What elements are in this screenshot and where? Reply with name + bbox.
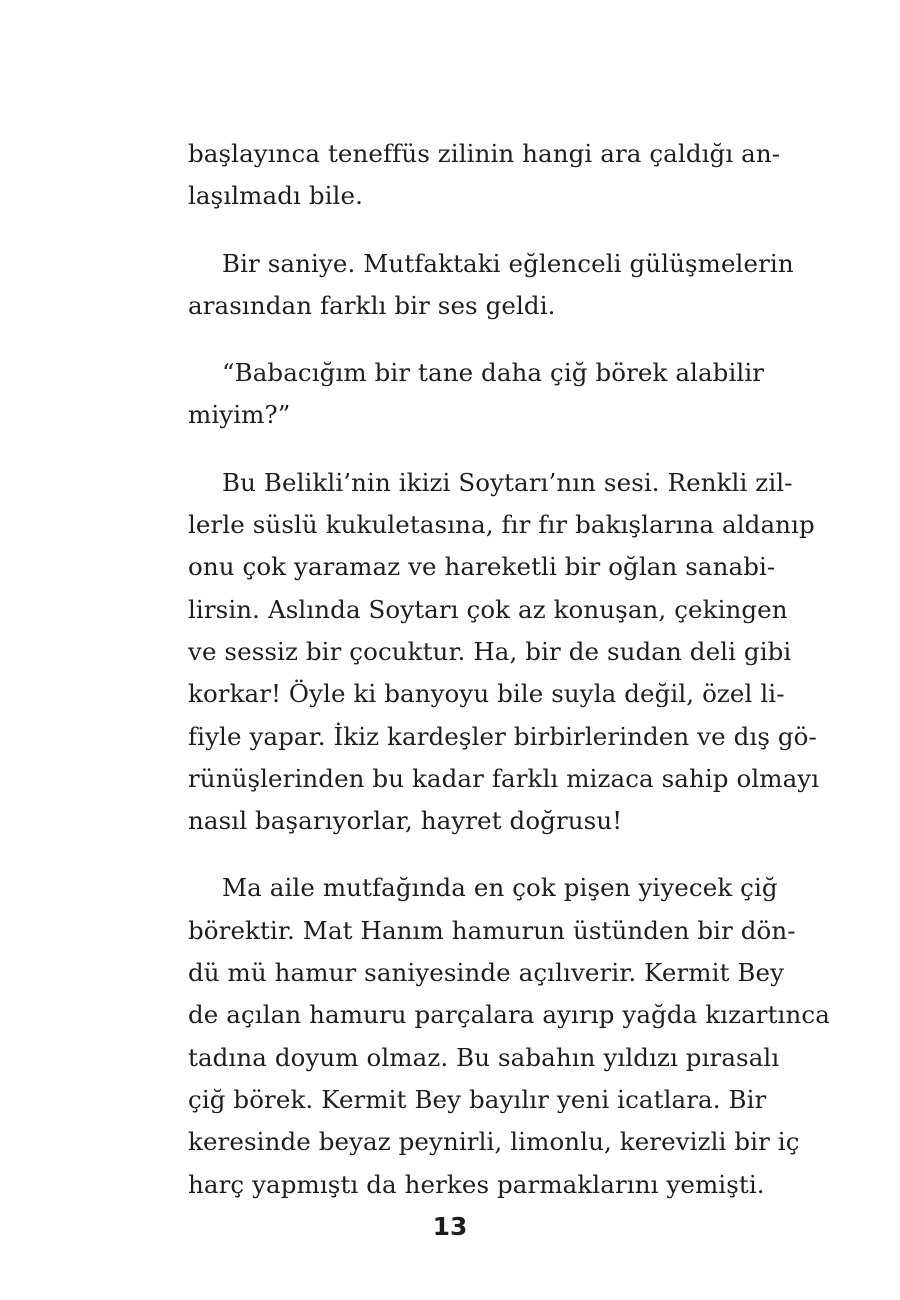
- paragraph-gap: [188, 327, 734, 352]
- text-line: fiyle yapar. İkiz kardeşler birbirlerinden ve dış gö-: [188, 721, 817, 751]
- text-line: “Babacığım bir tane daha çiğ börek alabilir: [222, 358, 765, 388]
- paragraph: [188, 243, 794, 328]
- text-line: çiğ börek. Kermit Bey bayılır yeni icatlara. Bir: [188, 1084, 767, 1114]
- text-line: Bu Belikli’nin ikizi Soytarı’nın sesi. Renkli zil-: [222, 467, 793, 497]
- text-line: keresinde beyaz peynirli, limonlu, kerevizli bir iç: [188, 1127, 800, 1157]
- page-number: 13: [432, 1212, 468, 1241]
- text-line: nasıl başarıyorlar, hayret doğrusu!: [188, 806, 623, 836]
- paragraph: [188, 867, 830, 1205]
- paragraph: [188, 462, 820, 843]
- text-line: onu çok yaramaz ve hareketli bir oğlan sanabi-: [188, 552, 776, 582]
- text-line: arasından farklı bir ses geldi.: [188, 290, 556, 320]
- text-line: tadına doyum olmaz. Bu sabahın yıldızı pırasalı: [188, 1042, 780, 1072]
- paragraph-gap: [188, 842, 734, 867]
- text-line: rünüşlerinden bu kadar farklı mizaca sahip olmayı: [188, 763, 820, 793]
- text-line: başlayınca teneffüs zilinin hangi ara çaldığı an-: [188, 139, 781, 168]
- text-line: dü mü hamur saniyesinde açılıverir. Kermit Bey: [188, 958, 785, 988]
- paragraph-gap: [188, 437, 734, 462]
- body-text: [188, 133, 830, 1206]
- paragraph: [188, 352, 765, 437]
- text-line: laşılmadı bile.: [188, 181, 363, 211]
- paragraph-gap: [188, 218, 734, 243]
- text-line: harç yapmıştı da herkes parmaklarını yemişti.: [188, 1169, 765, 1199]
- text-line: börektir. Mat Hanım hamurun üstünden bir dön-: [188, 915, 796, 945]
- text-line: de açılan hamuru parçalara ayırıp yağda kızartınca: [188, 1000, 830, 1030]
- text-line: korkar! Öyle ki banyoyu bile suyla değil, özel li-: [188, 679, 785, 709]
- text-line: miyim?”: [188, 400, 291, 430]
- text-line: lirsin. Aslında Soytarı çok az konuşan, çekingen: [188, 594, 788, 624]
- paragraph: [188, 133, 781, 218]
- text-line: ve sessiz bir çocuktur. Ha, bir de sudan deli gibi: [188, 636, 792, 666]
- text-line: Ma aile mutfağında en çok pişen yiyecek çiğ: [222, 873, 778, 903]
- text-line: Bir saniye. Mutfaktaki eğlenceli gülüşmelerin: [222, 248, 794, 278]
- text-line: lerle süslü kukuletasına, fır fır bakışlarına aldanıp: [188, 510, 815, 540]
